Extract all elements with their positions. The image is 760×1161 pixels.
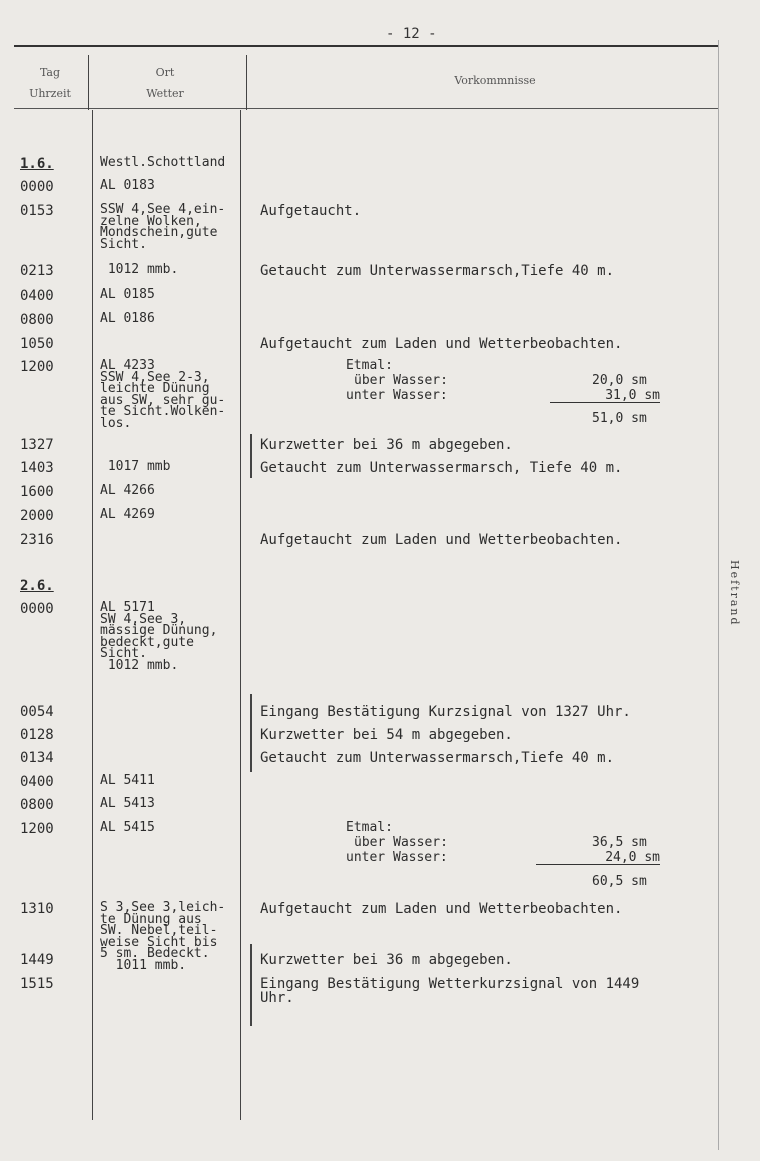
header-uhrzeit: Uhrzeit (29, 87, 71, 100)
col1-entry: 1449 (20, 952, 54, 968)
col3-entry: Eingang Bestätigung Kurzsignal von 1327 Uhr. (260, 704, 631, 720)
top-rule (14, 45, 719, 47)
col1-entry: 1050 (20, 336, 54, 352)
col1-entry: 1200 (20, 821, 54, 837)
col2-entry: S 3,See 3,leich- te Dünung aus SW. Nebel,teil- weise Sicht bis 5 sm. Bedeckt. 1011 mmb. (100, 900, 226, 973)
etmal-over-value: 36,5 sm (592, 835, 647, 850)
etmal-under-value: 24,0 sm (536, 852, 660, 865)
etmal-total: 51,0 sm (592, 411, 647, 426)
col-divider-2 (240, 110, 241, 1120)
col1-entry: 0000 (20, 179, 54, 195)
col2-entry: AL 4233 SSW 4,See 2-3, leichte Dünung aus SW, sehr gu- te Sicht.Wolken- los. (100, 358, 226, 431)
header-ort: Ort (155, 66, 175, 79)
col2-entry: AL 4266 (100, 483, 155, 498)
margin-bracket (250, 434, 252, 478)
col3-entry: Aufgetaucht zum Laden und Wetterbeobachten. (260, 901, 623, 917)
col3-entry: Getaucht zum Unterwassermarsch,Tiefe 40 m. (260, 750, 615, 766)
col2-entry: SSW 4,See 4,ein- zelne Wolken, Mondschein,gute Sicht. (100, 202, 226, 252)
header-vorkommnisse: Vorkommnisse (454, 74, 536, 87)
col2-entry: AL 5171 SW 4,See 3, mässige Dünung, bedeckt,gute Sicht. 1012 mmb. (100, 600, 218, 673)
etmal-under-label: unter Wasser: (346, 388, 448, 403)
col3-entry: Kurzwetter bei 36 m abgegeben. (260, 952, 513, 968)
col3-entry: Eingang Bestätigung Wetterkurzsignal von 1449 Uhr. (260, 976, 640, 1006)
col1-entry: 2000 (20, 508, 54, 524)
col1-entry: 2316 (20, 532, 54, 548)
col1-entry: 1327 (20, 437, 54, 453)
margin-label: Heftrand (728, 560, 741, 627)
col3-entry: Kurzwetter bei 54 m abgegeben. (260, 727, 513, 743)
header-ort-wetter (120, 62, 210, 104)
col-divider-1 (92, 110, 93, 1120)
col2-entry: AL 5413 (100, 796, 155, 811)
col1-entry: 0800 (20, 312, 54, 328)
col3-entry: Aufgetaucht. (260, 203, 362, 219)
col1-entry: 1200 (20, 359, 54, 375)
col3-entry: Aufgetaucht zum Laden und Wetterbeobachten. (260, 532, 623, 548)
col2-entry: AL 5411 (100, 773, 155, 788)
col1-entry: 1.6. (20, 156, 54, 172)
col1-entry: 0000 (20, 601, 54, 617)
col2-entry: AL 0183 (100, 178, 155, 193)
col1-entry: 0128 (20, 727, 54, 743)
etmal-under-value: 31,0 sm (550, 390, 660, 403)
header-wetter: Wetter (146, 87, 184, 100)
etmal-over-label: über Wasser: (354, 835, 448, 850)
etmal-over-value: 20,0 sm (592, 373, 647, 388)
col1-entry: 0213 (20, 263, 54, 279)
col3-entry: Getaucht zum Unterwassermarsch,Tiefe 40 m. (260, 263, 615, 279)
etmal-total: 60,5 sm (592, 874, 647, 889)
margin-bracket (250, 694, 252, 772)
etmal-title: Etmal: (346, 358, 393, 373)
etmal-over-label: über Wasser: (354, 373, 448, 388)
col1-entry: 0054 (20, 704, 54, 720)
col2-entry: AL 5415 (100, 820, 155, 835)
col1-entry: 1310 (20, 901, 54, 917)
col1-entry: 1600 (20, 484, 54, 500)
col2-entry: Westl.Schottland (100, 155, 226, 170)
page-number: - 12 - (386, 26, 437, 42)
col1-entry: 2.6. (20, 578, 54, 594)
col-divider-1-header (88, 55, 89, 110)
col2-entry: 1017 mmb (100, 459, 171, 474)
etmal-under-label: unter Wasser: (346, 850, 448, 865)
right-margin-line (718, 40, 719, 1150)
col1-entry: 0800 (20, 797, 54, 813)
col1-entry: 0134 (20, 750, 54, 766)
col-divider-2-header (246, 55, 247, 110)
col1-entry: 0153 (20, 203, 54, 219)
col1-entry: 0400 (20, 288, 54, 304)
header-rule (14, 108, 719, 109)
col1-entry: 0400 (20, 774, 54, 790)
col2-entry: AL 0186 (100, 311, 155, 326)
col3-entry: Kurzwetter bei 36 m abgegeben. (260, 437, 513, 453)
col2-entry: AL 4269 (100, 507, 155, 522)
header-tag: Tag (39, 66, 61, 79)
header-tag-uhrzeit (20, 62, 80, 104)
margin-bracket (250, 944, 252, 1026)
col2-entry: AL 0185 (100, 287, 155, 302)
col3-entry: Aufgetaucht zum Laden und Wetterbeobachten. (260, 336, 623, 352)
etmal-title: Etmal: (346, 820, 393, 835)
col1-entry: 1403 (20, 460, 54, 476)
col3-entry: Getaucht zum Unterwassermarsch, Tiefe 40 m. (260, 460, 623, 476)
col2-entry: 1012 mmb. (100, 262, 179, 277)
col1-entry: 1515 (20, 976, 54, 992)
